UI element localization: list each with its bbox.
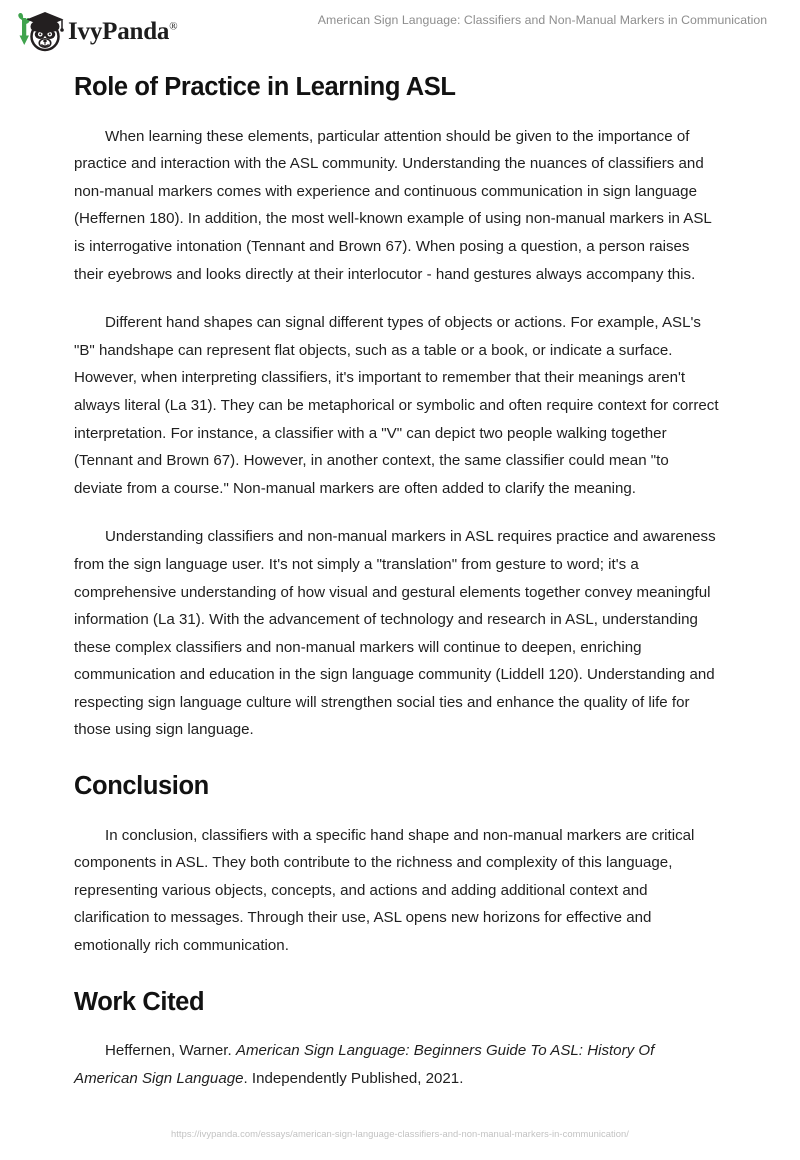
- document-content: [74, 72, 720, 1092]
- source-url[interactable]: https://ivypanda.com/essays/american-sign-language-classifiers-and-non-manual-markers-in-communication/: [171, 1128, 629, 1139]
- paragraph-conclusion: In conclusion, classifiers with a specific hand shape and non-manual markers are critical components in ASL. They both contribute to the richness and complexity of this language, representing various objects, concepts, and actions and adding additional context and clarification to messages. Through their use, ASL opens new horizons for effective and emotionally rich communication.: [74, 826, 695, 955]
- brand-name-text: IvyPanda: [68, 18, 170, 45]
- brand-logo[interactable]: [14, 8, 177, 56]
- heading-conclusion: Conclusion: [74, 772, 209, 801]
- page-footer: [0, 1124, 800, 1142]
- paragraph-understanding-classifiers: Understanding classifiers and non-manual markers in ASL requires practice and awareness from the sign language user. It's not simply a "translation" from gesture to word; it's a comprehensive understanding of how visual and gestural elements together convey meaningful information (La 31). With the advancement of technology and research in ASL, understanding these complex classifiers and non-manual markers will continue to deepen, enriching communication and education in the sign language community (Liddell 120). Understanding and respecting sign language culture will strengthen social ties and enhance the quality of life for those using sign language.: [74, 528, 716, 739]
- registered-mark: ®: [169, 20, 178, 33]
- page-title: Role of Practice in Learning ASL: [74, 73, 456, 101]
- panda-graduation-cap-logo-icon: [14, 9, 64, 55]
- citation-title: American Sign Language: Beginners Guide To ASL: History Of American Sign Language: [74, 1042, 655, 1087]
- citation-publication: . Independently Published, 2021.: [243, 1069, 464, 1087]
- document-header-title: American Sign Language: Classifiers and Non-Manual Markers in Communication: [317, 13, 768, 27]
- page-header: [0, 0, 800, 62]
- paragraph-practice-importance: When learning these elements, particular attention should be given to the importance of practice and interaction with the ASL community. Understanding the nuances of classifiers and non-manual markers comes with experience and continuous communication in sign language (Heffernen 180). In addition, the most well-known example of using non-manual markers in ASL is interrogative intonation (Tennant and Brown 67). When posing a question, a person raises their eyebrows and looks directly at their interlocutor - hand gestures always accompany this.: [74, 127, 712, 283]
- heading-work-cited: Work Cited: [74, 987, 205, 1016]
- citation-entry: [74, 1037, 720, 1092]
- paragraph-handshapes: Different hand shapes can signal different types of objects or actions. For example, ASL's "B" handshape can represent flat objects, such as a table or a book, or indicate a surface. However, when interpreting classifiers, it's important to remember that their meanings aren't always literal (La 31). They can be metaphorical or symbolic and often require context for correct interpretation. For instance, a classifier with a "V" can depict two people walking together (Tennant and Brown 67). However, in another context, the same classifier could mean "to deviate from a course." Non-manual markers are often added to clarify the meaning.: [74, 314, 719, 497]
- brand-name: [68, 18, 177, 46]
- citation-author: Heffernen, Warner.: [105, 1042, 236, 1060]
